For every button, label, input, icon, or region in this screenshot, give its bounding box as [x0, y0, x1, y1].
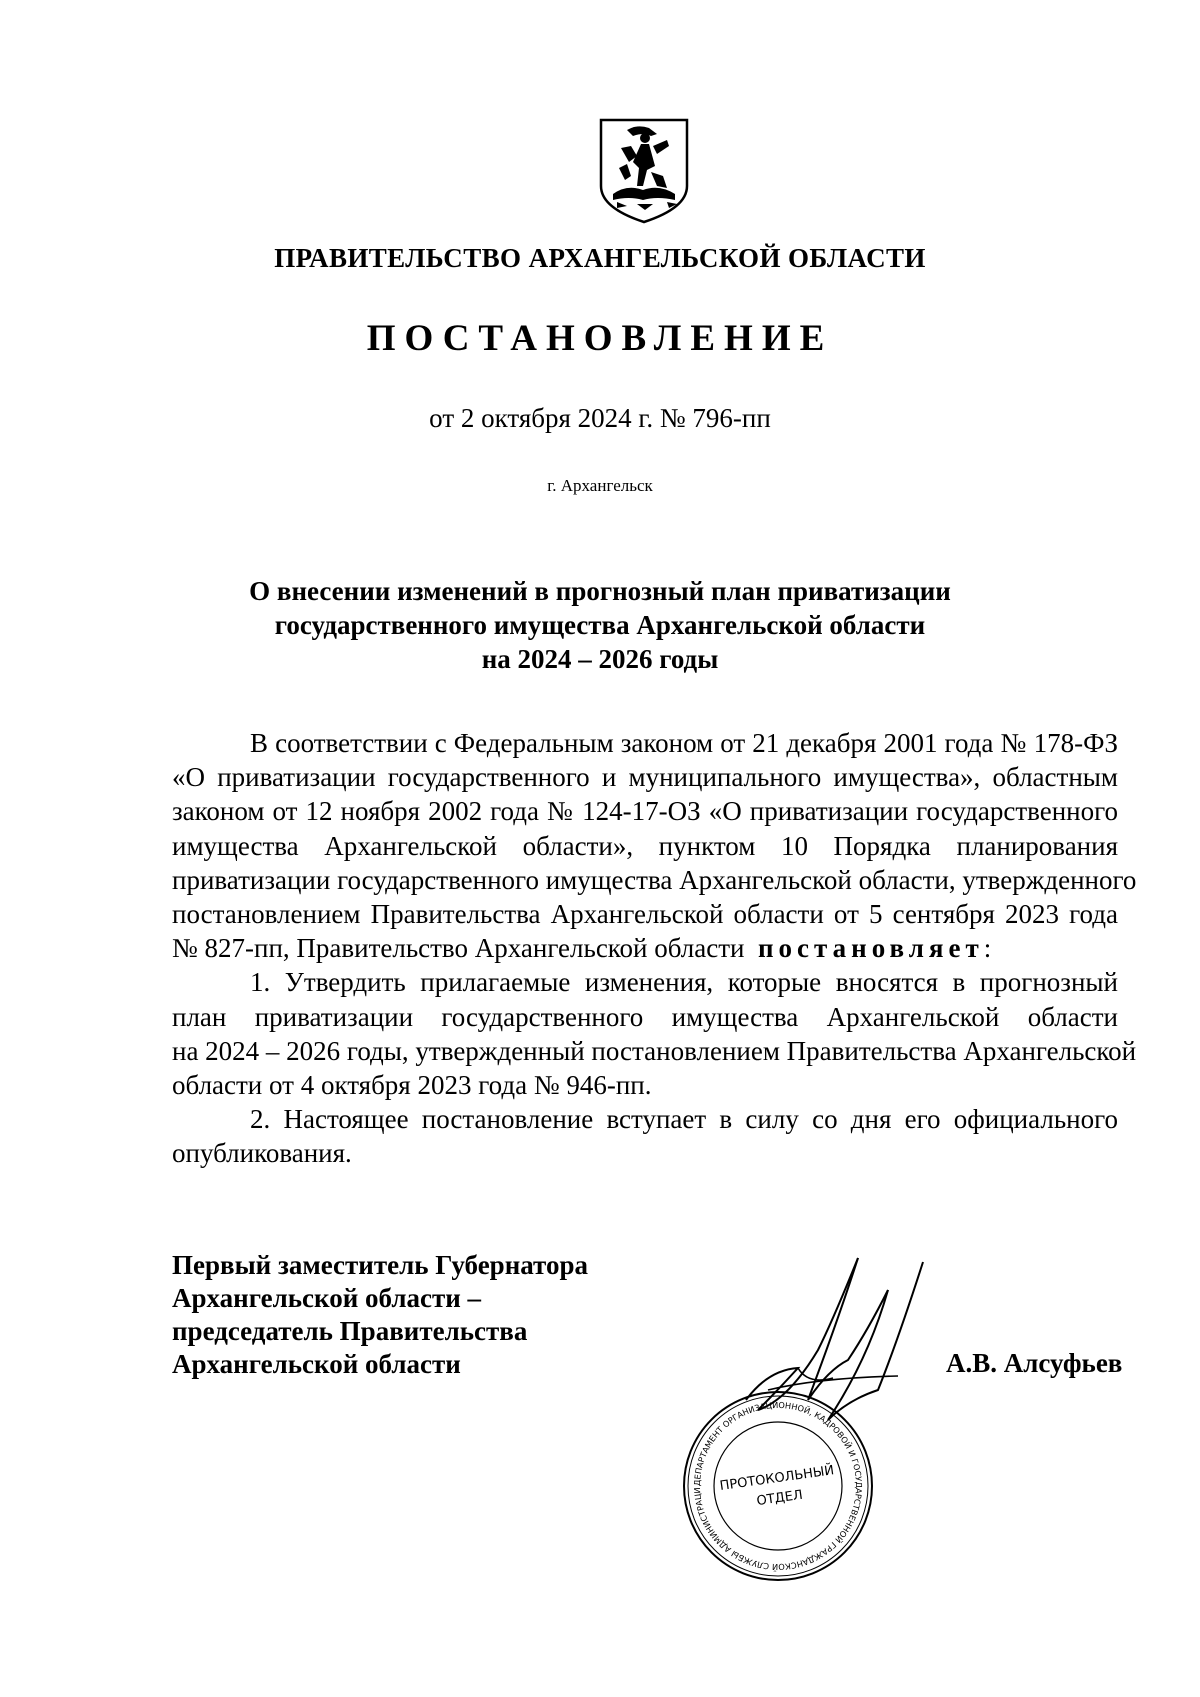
document-city: г. Архангельск — [547, 476, 653, 495]
signer-role — [172, 1249, 588, 1381]
item1-line: 1. Утвердить прилагаемые изменения, которые вносятся в прогнозный — [250, 967, 1118, 998]
subject-line: О внесении изменений в прогнозный план приватизации — [249, 576, 951, 606]
body-line: законом от 12 ноября 2002 года № 124-17-ОЗ «О приватизации государственного — [172, 796, 1118, 827]
item1-line: план приватизации государственного имущества Архангельской области — [172, 1001, 1118, 1032]
official-stamp — [678, 1386, 878, 1586]
body-line: имущества Архангельской области», пунктом 10 Порядка планирования — [172, 830, 1118, 861]
item2-line: 2. Настоящее постановление вступает в силу со дня его официального — [250, 1104, 1118, 1135]
body-line: приватизации государственного имущества Архангельской области, утвержденного — [172, 864, 1137, 895]
subject-line: на 2024 – 2026 годы — [481, 644, 719, 674]
stamp-ring-text: ДЕПАРТАМЕНТ ОРГАНИЗАЦИОННОЙ, КАДРОВОЙ И ГОСУДАРСТВЕННОЙ ГРАЖДАНСКОЙ СЛУЖБЫ АДМИНИСТРАЦИ — [691, 1399, 865, 1573]
body-line: «О приватизации государственного и муниципального имущества», областным — [172, 762, 1118, 793]
item1-line: на 2024 – 2026 годы, утвержденный постановлением Правительства Архангельской — [172, 1035, 1137, 1066]
signer-name: А.В. Алсуфьев — [946, 1348, 1123, 1378]
body-line-text: № 827-пп, Правительство Архангельской области — [172, 933, 745, 964]
decree-word: постановляет — [758, 933, 984, 964]
signer-role-line: Архангельской области – — [172, 1283, 482, 1313]
stamp-center-line: ПРОТОКОЛЬНЫЙ — [718, 1463, 836, 1495]
document-subject — [170, 574, 1030, 676]
body-line: В соответствии с Федеральным законом от 21 декабря 2001 года № 178-ФЗ — [250, 728, 1118, 758]
body-line: постановлением Правительства Архангельской области от 5 сентября 2023 года — [172, 899, 1118, 930]
item1-line: области от 4 октября 2023 года № 946-пп. — [172, 1070, 652, 1101]
item2-line: опубликования. — [172, 1138, 352, 1169]
signer-role-line: председатель Правительства — [172, 1316, 528, 1346]
document-body — [172, 726, 1137, 1171]
stamp-center-line: ОТДЕЛ — [755, 1487, 804, 1510]
document-type: ПОСТАНОВЛЕНИЕ — [366, 318, 834, 359]
signer-role-line: Архангельской области — [172, 1349, 461, 1379]
subject-line: государственного имущества Архангельской области — [274, 610, 926, 640]
document-date-number: от 2 октября 2024 г. № 796-пп — [429, 403, 771, 433]
signer-role-line: Первый заместитель Губернатора — [172, 1250, 588, 1280]
body-line-decree — [172, 931, 1118, 965]
decree-colon: : — [983, 933, 992, 964]
government-title: ПРАВИТЕЛЬСТВО АРХАНГЕЛЬСКОЙ ОБЛАСТИ — [274, 243, 926, 273]
coat-of-arms-icon — [597, 116, 691, 226]
